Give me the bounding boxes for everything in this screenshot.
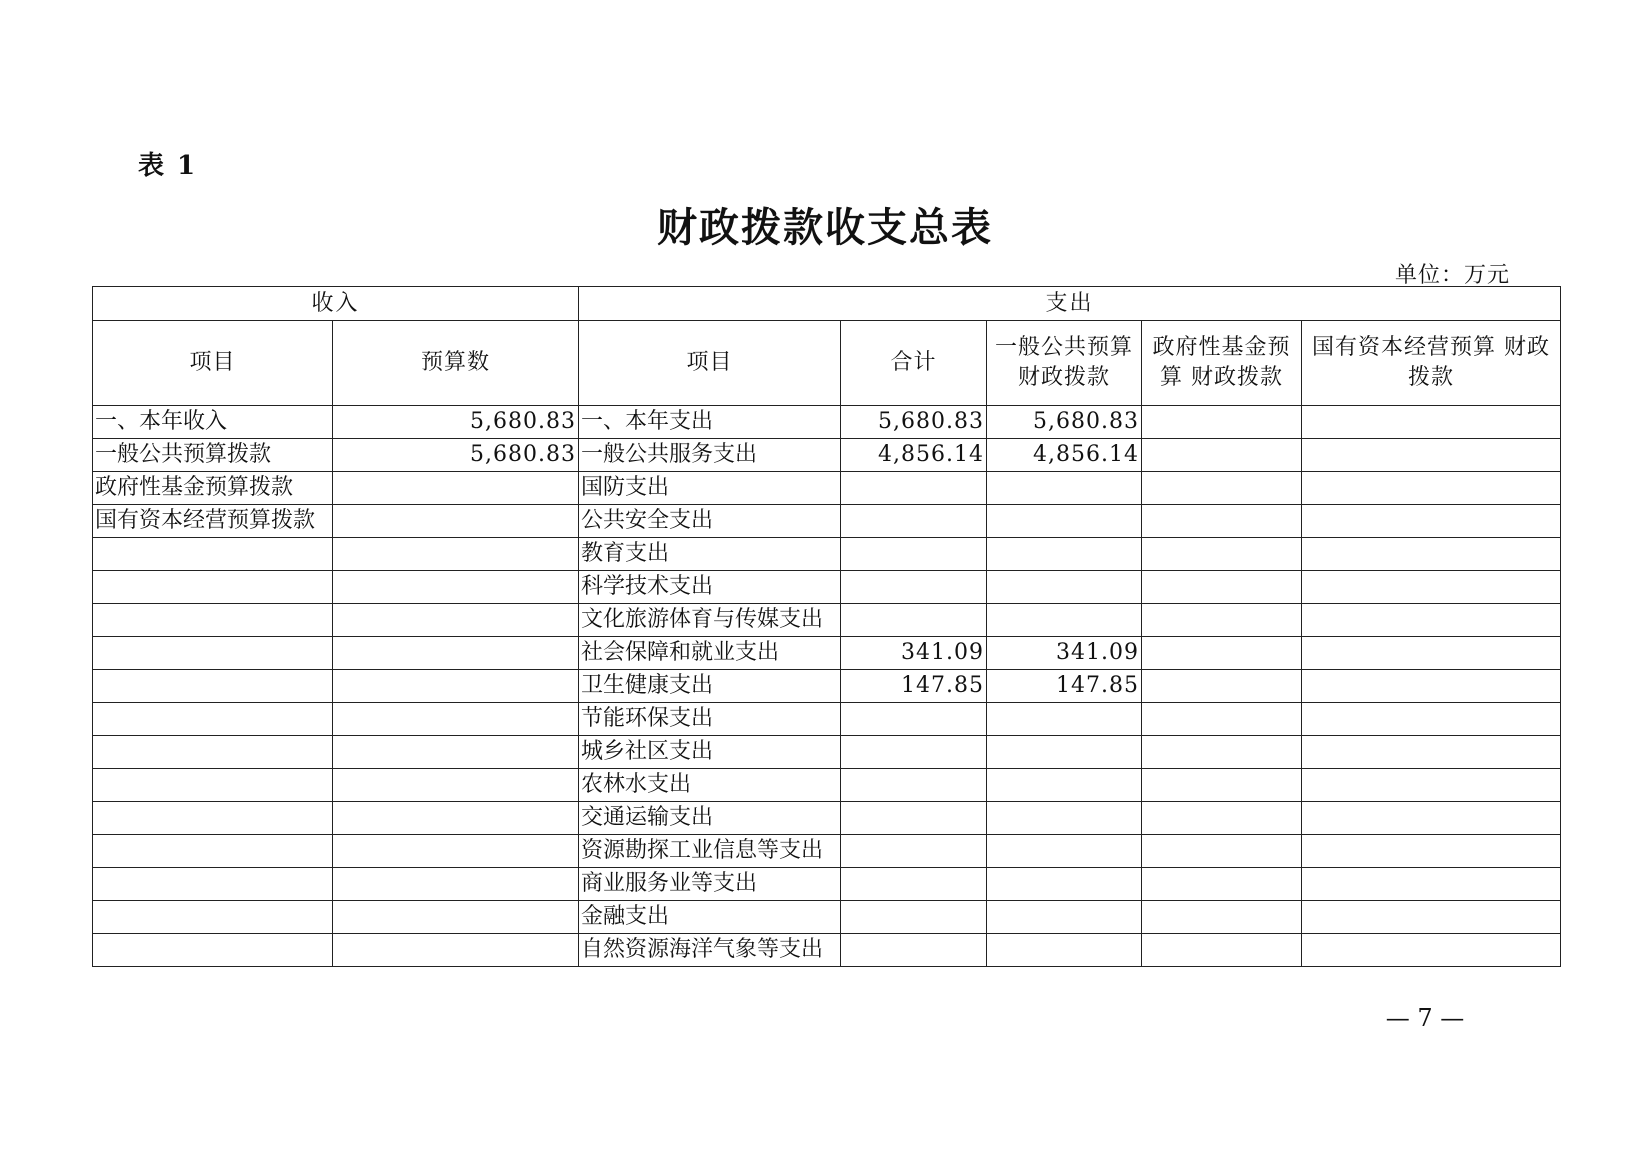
expense-total-cell <box>841 769 987 802</box>
expense-item-cell: 资源勘探工业信息等支出 <box>579 835 841 868</box>
column-header-row <box>93 321 1561 406</box>
general-budget-cell <box>987 505 1142 538</box>
state-capital-cell <box>1302 802 1561 835</box>
income-section-header: 收入 <box>93 287 579 321</box>
general-budget-cell <box>987 571 1142 604</box>
gov-fund-cell <box>1142 472 1302 505</box>
general-budget-cell <box>987 538 1142 571</box>
table-row <box>93 769 1561 802</box>
table-label: 表 1 <box>138 151 198 181</box>
expense-total-cell: 147.85 <box>841 670 987 703</box>
income-budget-cell <box>333 472 579 505</box>
table-row <box>93 505 1561 538</box>
expense-total-cell: 5,680.83 <box>841 406 987 439</box>
table-row <box>93 439 1561 472</box>
income-item-cell <box>93 571 333 604</box>
gov-fund-cell <box>1142 604 1302 637</box>
income-item-cell <box>93 835 333 868</box>
income-budget-cell <box>333 505 579 538</box>
table-row <box>93 604 1561 637</box>
expense-total-cell <box>841 472 987 505</box>
table-row <box>93 835 1561 868</box>
general-budget-cell <box>987 868 1142 901</box>
expense-total-cell <box>841 571 987 604</box>
col-state-capital: 国有资本经营预算 财政拨款 <box>1302 321 1561 406</box>
income-budget-cell: 5,680.83 <box>333 406 579 439</box>
gov-fund-cell <box>1142 703 1302 736</box>
income-item-cell: 一、本年收入 <box>93 406 333 439</box>
expense-item-cell: 金融支出 <box>579 901 841 934</box>
expense-item-cell: 文化旅游体育与传媒支出 <box>579 604 841 637</box>
state-capital-cell <box>1302 538 1561 571</box>
state-capital-cell <box>1302 604 1561 637</box>
income-item-cell <box>93 637 333 670</box>
expense-item-cell: 交通运输支出 <box>579 802 841 835</box>
gov-fund-cell <box>1142 802 1302 835</box>
state-capital-cell <box>1302 769 1561 802</box>
income-item-cell: 国有资本经营预算拨款 <box>93 505 333 538</box>
expense-item-cell: 一、本年支出 <box>579 406 841 439</box>
table-row <box>93 670 1561 703</box>
general-budget-cell <box>987 901 1142 934</box>
finance-summary-table <box>92 286 1561 967</box>
gov-fund-cell <box>1142 670 1302 703</box>
gov-fund-cell <box>1142 901 1302 934</box>
col-income-budget: 预算数 <box>333 321 579 406</box>
income-budget-cell <box>333 901 579 934</box>
table-row <box>93 736 1561 769</box>
income-item-cell <box>93 934 333 967</box>
expense-item-cell: 节能环保支出 <box>579 703 841 736</box>
income-item-cell <box>93 769 333 802</box>
expense-item-cell: 农林水支出 <box>579 769 841 802</box>
gov-fund-cell <box>1142 637 1302 670</box>
table-row <box>93 571 1561 604</box>
gov-fund-cell <box>1142 505 1302 538</box>
expense-total-cell <box>841 703 987 736</box>
expense-total-cell <box>841 736 987 769</box>
income-item-cell <box>93 538 333 571</box>
state-capital-cell <box>1302 835 1561 868</box>
expense-item-cell: 教育支出 <box>579 538 841 571</box>
gov-fund-cell <box>1142 835 1302 868</box>
expense-total-cell <box>841 604 987 637</box>
table-row <box>93 934 1561 967</box>
state-capital-cell <box>1302 637 1561 670</box>
income-item-cell <box>93 802 333 835</box>
general-budget-cell <box>987 802 1142 835</box>
income-budget-cell <box>333 736 579 769</box>
general-budget-cell: 341.09 <box>987 637 1142 670</box>
section-header-row <box>93 287 1561 321</box>
state-capital-cell <box>1302 472 1561 505</box>
income-budget-cell <box>333 604 579 637</box>
state-capital-cell <box>1302 439 1561 472</box>
expense-item-cell: 城乡社区支出 <box>579 736 841 769</box>
expense-section-header: 支出 <box>579 287 1561 321</box>
unit-label: 单位：万元 <box>1394 263 1510 288</box>
income-budget-cell <box>333 835 579 868</box>
col-gov-fund: 政府性基金预算 财政拨款 <box>1142 321 1302 406</box>
income-item-cell <box>93 868 333 901</box>
state-capital-cell <box>1302 736 1561 769</box>
expense-item-cell: 社会保障和就业支出 <box>579 637 841 670</box>
expense-item-cell: 国防支出 <box>579 472 841 505</box>
table-row <box>93 406 1561 439</box>
general-budget-cell <box>987 835 1142 868</box>
table-row <box>93 868 1561 901</box>
gov-fund-cell <box>1142 736 1302 769</box>
table-row <box>93 802 1561 835</box>
col-income-item: 项目 <box>93 321 333 406</box>
income-budget-cell <box>333 637 579 670</box>
general-budget-cell <box>987 934 1142 967</box>
state-capital-cell <box>1302 934 1561 967</box>
state-capital-cell <box>1302 901 1561 934</box>
gov-fund-cell <box>1142 538 1302 571</box>
gov-fund-cell <box>1142 406 1302 439</box>
income-item-cell <box>93 703 333 736</box>
expense-item-cell: 商业服务业等支出 <box>579 868 841 901</box>
col-expense-item: 项目 <box>579 321 841 406</box>
income-budget-cell <box>333 769 579 802</box>
general-budget-cell <box>987 736 1142 769</box>
gov-fund-cell <box>1142 571 1302 604</box>
table-row <box>93 703 1561 736</box>
state-capital-cell <box>1302 505 1561 538</box>
gov-fund-cell <box>1142 934 1302 967</box>
gov-fund-cell <box>1142 769 1302 802</box>
table-row <box>93 472 1561 505</box>
expense-total-cell <box>841 901 987 934</box>
expense-item-cell: 自然资源海洋气象等支出 <box>579 934 841 967</box>
expense-item-cell: 科学技术支出 <box>579 571 841 604</box>
income-budget-cell <box>333 670 579 703</box>
general-budget-cell <box>987 769 1142 802</box>
page-title: 财政拨款收支总表 <box>657 204 993 251</box>
general-budget-cell <box>987 604 1142 637</box>
state-capital-cell <box>1302 868 1561 901</box>
income-budget-cell: 5,680.83 <box>333 439 579 472</box>
expense-item-cell: 公共安全支出 <box>579 505 841 538</box>
state-capital-cell <box>1302 703 1561 736</box>
general-budget-cell: 5,680.83 <box>987 406 1142 439</box>
general-budget-cell <box>987 703 1142 736</box>
gov-fund-cell <box>1142 439 1302 472</box>
expense-total-cell <box>841 835 987 868</box>
col-general-budget: 一般公共预算财政拨款 <box>987 321 1142 406</box>
expense-total-cell <box>841 505 987 538</box>
state-capital-cell <box>1302 406 1561 439</box>
expense-total-cell <box>841 934 987 967</box>
expense-total-cell <box>841 538 987 571</box>
state-capital-cell <box>1302 571 1561 604</box>
expense-total-cell: 4,856.14 <box>841 439 987 472</box>
income-item-cell <box>93 736 333 769</box>
expense-total-cell <box>841 868 987 901</box>
general-budget-cell: 147.85 <box>987 670 1142 703</box>
income-item-cell <box>93 670 333 703</box>
expense-total-cell <box>841 802 987 835</box>
income-item-cell <box>93 901 333 934</box>
income-budget-cell <box>333 802 579 835</box>
table-row <box>93 538 1561 571</box>
expense-item-cell: 一般公共服务支出 <box>579 439 841 472</box>
table-row <box>93 637 1561 670</box>
income-budget-cell <box>333 934 579 967</box>
income-budget-cell <box>333 703 579 736</box>
general-budget-cell: 4,856.14 <box>987 439 1142 472</box>
expense-total-cell: 341.09 <box>841 637 987 670</box>
state-capital-cell <box>1302 670 1561 703</box>
general-budget-cell <box>987 472 1142 505</box>
income-budget-cell <box>333 571 579 604</box>
table-row <box>93 901 1561 934</box>
income-item-cell: 政府性基金预算拨款 <box>93 472 333 505</box>
col-expense-total: 合计 <box>841 321 987 406</box>
page-number: — 7 — <box>1385 1004 1465 1032</box>
income-budget-cell <box>333 868 579 901</box>
expense-item-cell: 卫生健康支出 <box>579 670 841 703</box>
income-budget-cell <box>333 538 579 571</box>
income-item-cell: 一般公共预算拨款 <box>93 439 333 472</box>
gov-fund-cell <box>1142 868 1302 901</box>
income-item-cell <box>93 604 333 637</box>
